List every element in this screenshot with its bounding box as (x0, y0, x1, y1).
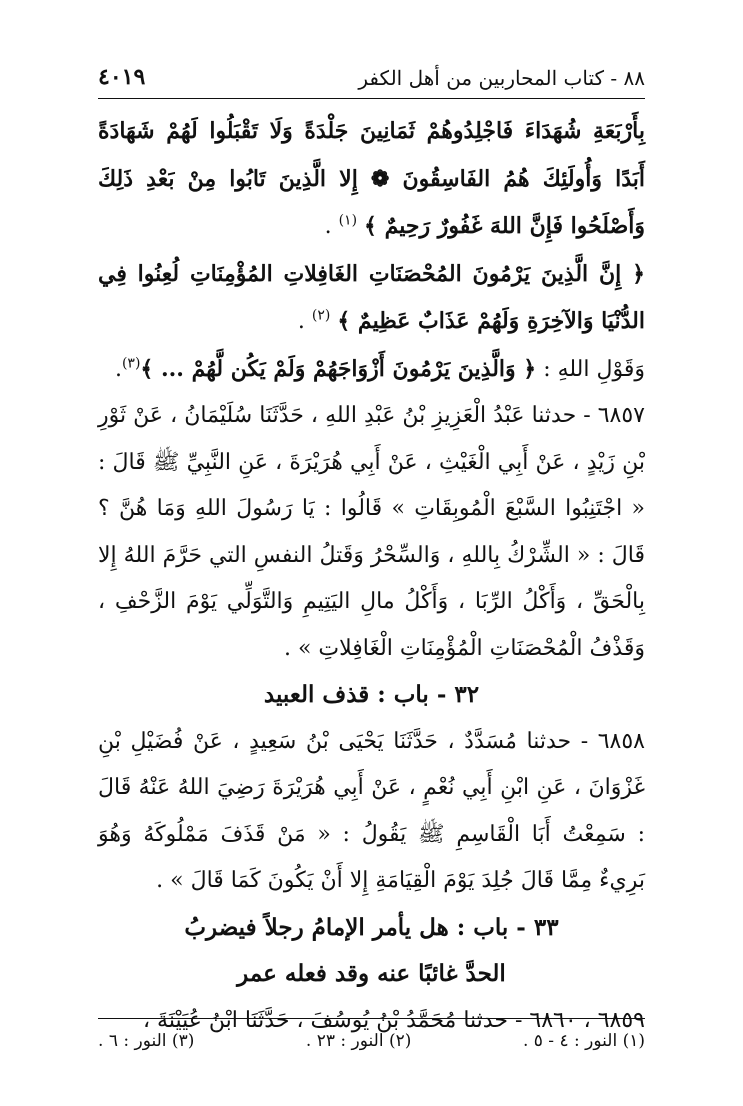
running-title: ٨٨ - كتاب المحاربين من أهل الكفر (358, 66, 645, 90)
quran-verse-nur-23: ﴿ إِنَّ الَّذِينَ يَرْمُونَ المُحْصَنَاتِ الغَافِلاتِ المُؤْمِنَاتِ لُعِنُوا فِي الدُّنْيَا وَالآخِرَةِ وَلَهُمْ عَذَابٌ عَظِيمٌ ﴾ (98, 260, 645, 334)
page-header (98, 58, 645, 99)
page-number: ٤٠١٩ (98, 64, 146, 90)
verse-paragraph: ﴿ إِنَّ الَّذِينَ يَرْمُونَ المُحْصَنَاتِ الغَافِلاتِ المُؤْمِنَاتِ لُعِنُوا فِي الدُّنْيَا وَالآخِرَةِ وَلَهُمْ عَذَابٌ عَظِيمٌ ﴾ $^{(٢)}$ . (98, 260, 645, 334)
verse-intro: وَقَوْلِ اللهِ : (543, 356, 645, 382)
page-body (98, 108, 645, 1044)
chapter-heading-33-line2: الحدَّ غائبًا عنه وقد فعله عمر (237, 960, 506, 987)
hadith-6857: ٦٨٥٧ - حدثنا عَبْدُ الْعَزِيزِ بْنُ عَبْدِ اللهِ ، حَدَّثَنَا سُلَيْمَانُ ، عَنْ ثَوْرِ بْنِ زَيْدٍ ، عَنْ أَبِي الْغَيْثِ ، عَنْ أَبِي هُرَيْرَةَ ، عَنِ النَّبِيِّ ﷺ قَالَ : « اجْتَنِبُوا السَّبْعَ الْمُوبِقَاتِ » قَالُوا : يَا رَسُولَ اللهِ وَمَا هُنَّ ؟ قَالَ : « الشِّرْكُ بِاللهِ ، وَالسِّحْرُ وَقَتلُ النفسِ التي حَرَّمَ اللهُ إِلا بِالْحَقِّ ، وَأَكْلُ الرِّبَا ، وَأَكْلُ مالِ اليَتِيمِ وَالتَّوَلِّي يَوْمَ الزَّحْفِ ، وَقَذْفُ الْمُحْصَنَاتِ الْمُؤْمِنَاتِ الْغَافِلاتِ » . (98, 403, 645, 661)
footnote-ref-1: (١) (338, 212, 358, 229)
footnote-3: (٣) النور : ٦ . (98, 1031, 195, 1051)
verse-paragraph-3: وَقَوْلِ اللهِ : ﴿ وَالَّذِينَ يَرْمُونَ أَزْوَاجَهُمْ وَلَمْ يَكُن لَّهُمْ ... ﴾$^{(٣)}$. (114, 355, 645, 382)
footnote-ref-3: (٣) (121, 355, 141, 372)
quran-verse-nur-6: ﴿ وَالَّذِينَ يَرْمُونَ أَزْوَاجَهُمْ وَلَمْ يَكُن لَّهُمْ ... ﴾ (140, 355, 537, 382)
verse-continuation: بِأَرْبَعَةِ شُهَدَاءَ فَاجْلِدُوهُمْ ثَمَانِينَ جَلْدَةً وَلَا تَقْبَلُوا لَهُمْ شَهَادَةً أَبَدًا وَأُولَئِكَ هُمُ الفَاسِقُونَ ❁ إِلا الَّذِينَ تَابُوا مِنْ بَعْدِ ذَلِكَ وَأَصْلَحُوا فَإِنَّ اللهَ غَفُورٌ رَحِيمٌ ﴾ $^{(١)}$ . (98, 118, 645, 239)
hadith-6858: ٦٨٥٨ - حدثنا مُسَدَّدٌ ، حَدَّثَنَا يَحْيَى بْنُ سَعِيدٍ ، عَنْ فُضَيْلِ بْنِ غَزْوَانَ ، عَنِ ابْنِ أَبِي نُعْمٍ ، عَنْ أَبِي هُرَيْرَةَ رَضِيَ اللهُ عَنْهُ قَالَ : سَمِعْتُ أَبَا الْقَاسِمِ ﷺ يَقُولُ : « مَنْ قَذَفَ مَمْلُوكَهُ وَهُوَ بَرِيءٌ مِمَّا قَالَ جُلِدَ يَوْمَ الْقِيَامَةِ إِلا أَنْ يَكُونَ كَمَا قَالَ » . (98, 728, 645, 893)
footnote-1: (١) النور : ٤ - ٥ . (522, 1031, 645, 1051)
chapter-heading-33-line1: ٣٣ - باب : هل يأمر الإمامُ رجلاً فيضربُ (184, 913, 559, 941)
footnote-2: (٢) النور : ٢٣ . (305, 1031, 412, 1051)
footnotes (98, 1018, 645, 1051)
hadith-6859-6860: ٦٨٥٩ ، ٦٨٦٠ - حدثنا مُحَمَّدُ بْنُ يُوسُفَ ، حَدَّثَنَا ابْنُ عُيَيْنَةَ ، (142, 1007, 645, 1033)
footnote-ref-2: (٢) (311, 307, 331, 324)
chapter-heading-32: ٣٢ - باب : قذف العبيد (263, 681, 480, 708)
quran-verse-nur-4-5: بِأَرْبَعَةِ شُهَدَاءَ فَاجْلِدُوهُمْ ثَمَانِينَ جَلْدَةً وَلَا تَقْبَلُوا لَهُمْ شَهَادَةً أَبَدًا وَأُولَئِكَ هُمُ الفَاسِقُونَ ❁ إِلا الَّذِينَ تَابُوا مِنْ بَعْدِ ذَلِكَ وَأَصْلَحُوا فَإِنَّ اللهَ غَفُورٌ رَحِيمٌ ﴾ (98, 118, 645, 239)
